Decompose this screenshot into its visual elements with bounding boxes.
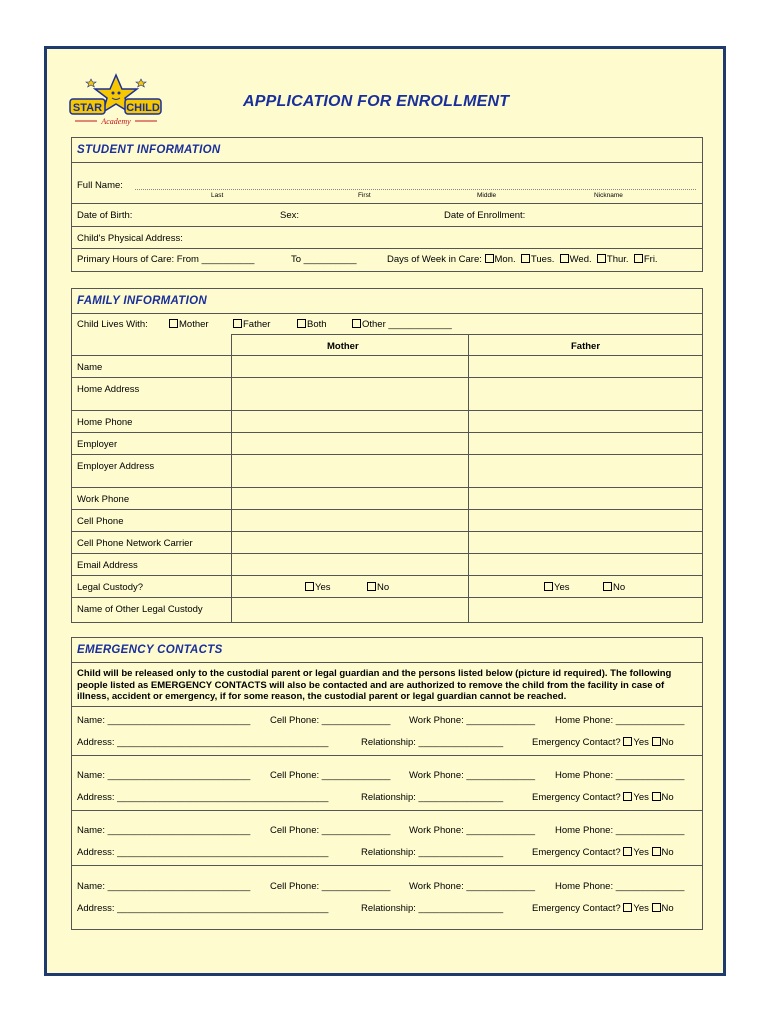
family-row-work-phone: Work Phone [77,494,130,505]
days-label-text: Days of Week in Care: [387,254,482,265]
mother-column-header: Mother [327,341,359,352]
enrollment-date-label: Date of Enrollment: [444,210,526,221]
ec-no-label: No [661,737,674,748]
logo-academy-text: Academy [101,117,131,126]
ec-yes-checkbox[interactable] [623,847,632,856]
logo-star-text: STAR [72,102,103,114]
lives-both-option[interactable] [297,319,327,330]
ec-home-phone-field[interactable]: Home Phone: _____________ [555,770,685,781]
family-row-employer-address: Employer Address [77,461,155,472]
ec-work-phone-field[interactable]: Work Phone: _____________ [409,770,536,781]
ec-emergency-contact-label: Emergency Contact? [532,792,621,803]
ec-emergency-contact-label: Emergency Contact? [532,903,621,914]
father-column-header: Father [571,341,601,352]
wed-checkbox[interactable] [560,254,569,263]
wed-label: Wed. [569,254,592,265]
father-custody-no-checkbox[interactable] [603,582,612,591]
ec-address-field[interactable]: Address: ________________________________________ [77,903,329,914]
father-custody-no[interactable] [603,582,625,593]
ec-relationship-field[interactable]: Relationship: ________________ [361,903,504,914]
ec-address-field[interactable]: Address: ________________________________________ [77,847,329,858]
father-custody-yes-checkbox[interactable] [544,582,553,591]
ec-yes-checkbox[interactable] [623,792,632,801]
ec-address-field[interactable]: Address: ________________________________________ [77,792,329,803]
logo-child-text: CHILD [126,102,160,114]
nickname-sublabel: Nickname [594,192,623,199]
full-name-field[interactable] [135,189,696,190]
lives-father-option[interactable] [233,319,270,330]
tues-label: Tues. [530,254,555,265]
ec-work-phone-field[interactable]: Work Phone: _____________ [409,825,536,836]
star-child-academy-logo [69,71,163,127]
ec-home-phone-field[interactable]: Home Phone: _____________ [555,881,685,892]
tues-checkbox[interactable] [521,254,530,263]
ec-home-phone-field[interactable]: Home Phone: _____________ [555,825,685,836]
mon-label: Mon. [494,254,516,265]
days-of-week-label [387,254,658,265]
child-lives-with-label: Child Lives With: [77,319,148,330]
emergency-contact-divider [72,810,702,811]
family-row-home-phone: Home Phone [77,417,133,428]
ec-name-field[interactable]: Name: ___________________________ [77,881,251,892]
ec-cell-phone-field[interactable]: Cell Phone: _____________ [270,715,391,726]
ec-relationship-field[interactable]: Relationship: ________________ [361,737,504,748]
fri-label: Fri. [643,254,658,265]
mother-custody-no[interactable] [367,582,389,593]
mother-custody-no-label: No [377,582,390,593]
father-custody-yes[interactable] [544,582,570,593]
ec-yes-label: Yes [633,847,649,858]
family-row-name: Name [77,362,103,373]
family-row-legal-custody: Legal Custody? [77,582,144,593]
ec-cell-phone-field[interactable]: Cell Phone: _____________ [270,770,391,781]
ec-no-checkbox[interactable] [652,792,661,801]
ec-cell-phone-field[interactable]: Cell Phone: _____________ [270,881,391,892]
ec-yes-label: Yes [633,903,649,914]
family-row-cell-phone: Cell Phone [77,516,124,527]
father-custody-yes-label: Yes [554,582,570,593]
father-custody-no-label: No [613,582,626,593]
lives-mother-option[interactable] [169,319,209,330]
ec-emergency-contact-label: Emergency Contact? [532,737,621,748]
physical-address-label: Child's Physical Address: [77,233,183,244]
ec-emergency-contact-choice [532,903,674,914]
hours-to-label: To __________ [291,254,357,265]
lives-other-checkbox[interactable] [352,319,361,328]
ec-yes-label: Yes [633,792,649,803]
ec-home-phone-field[interactable]: Home Phone: _____________ [555,715,685,726]
ec-name-field[interactable]: Name: ___________________________ [77,825,251,836]
ec-cell-phone-field[interactable]: Cell Phone: _____________ [270,825,391,836]
thur-label: Thur. [606,254,629,265]
family-row-network-carrier: Cell Phone Network Carrier [77,538,193,549]
ec-no-checkbox[interactable] [652,847,661,856]
emergency-contact-divider [72,755,702,756]
mother-custody-yes[interactable] [305,582,331,593]
mon-checkbox[interactable] [485,254,494,263]
ec-name-field[interactable]: Name: ___________________________ [77,715,251,726]
middle-sublabel: Middle [477,192,497,199]
ec-address-field[interactable]: Address: ________________________________________ [77,737,329,748]
ec-no-label: No [661,847,674,858]
ec-emergency-contact-label: Emergency Contact? [532,847,621,858]
family-row-email: Email Address [77,560,138,571]
ec-no-checkbox[interactable] [652,737,661,746]
full-name-label: Full Name: [77,180,123,191]
emergency-contacts-section [71,637,703,930]
emergency-notice: Child will be released only to the custodial parent or legal guardian and the persons listed below (picture id required). The following people listed as EMERGENCY CONTACTS will also be contacted and are authorized to remove the child from the facility in case of illness, accident or emergency, if for some reason, the custodial parent or legal guardian cannot be reached. [77,668,672,702]
ec-work-phone-field[interactable]: Work Phone: _____________ [409,715,536,726]
ec-emergency-contact-choice [532,847,674,858]
emergency-contact-divider [72,865,702,866]
lives-both-label: Both [307,319,327,330]
family-information-heading: FAMILY INFORMATION [72,289,702,314]
dob-label: Date of Birth: [77,210,133,221]
ec-no-label: No [661,792,674,803]
ec-yes-checkbox[interactable] [623,903,632,912]
ec-no-label: No [661,903,674,914]
family-information-section [71,288,703,623]
enrollment-form-page [44,46,726,976]
lives-mother-label: Mother [179,319,209,330]
ec-relationship-field[interactable]: Relationship: ________________ [361,847,504,858]
ec-relationship-field[interactable]: Relationship: ________________ [361,792,504,803]
emergency-contacts-heading: EMERGENCY CONTACTS [72,638,702,663]
primary-hours-label: Primary Hours of Care: From __________ [77,254,255,265]
family-row-home-address: Home Address [77,384,140,395]
ec-yes-checkbox[interactable] [623,737,632,746]
last-sublabel: Last [211,192,224,199]
ec-no-checkbox[interactable] [652,903,661,912]
thur-checkbox[interactable] [597,254,606,263]
student-information-section [71,137,703,272]
first-sublabel: First [358,192,371,199]
mother-custody-yes-checkbox[interactable] [305,582,314,591]
sex-label: Sex: [280,210,300,221]
mother-custody-yes-label: Yes [315,582,331,593]
family-row-other-custody: Name of Other Legal Custody [77,604,203,615]
ec-yes-label: Yes [633,737,649,748]
ec-name-field[interactable]: Name: ___________________________ [77,770,251,781]
mother-custody-no-checkbox[interactable] [367,582,376,591]
student-information-heading: STUDENT INFORMATION [72,138,702,163]
lives-father-label: Father [243,319,271,330]
lives-mother-checkbox[interactable] [169,319,178,328]
fri-checkbox[interactable] [634,254,643,263]
lives-other-label: Other ____________ [362,319,452,330]
lives-other-option[interactable] [352,319,452,330]
ec-emergency-contact-choice [532,737,674,748]
ec-work-phone-field[interactable]: Work Phone: _____________ [409,881,536,892]
form-title: APPLICATION FOR ENROLLMENT [243,93,510,110]
ec-emergency-contact-choice [532,792,674,803]
lives-father-checkbox[interactable] [233,319,242,328]
family-row-employer: Employer [77,439,118,450]
lives-both-checkbox[interactable] [297,319,306,328]
